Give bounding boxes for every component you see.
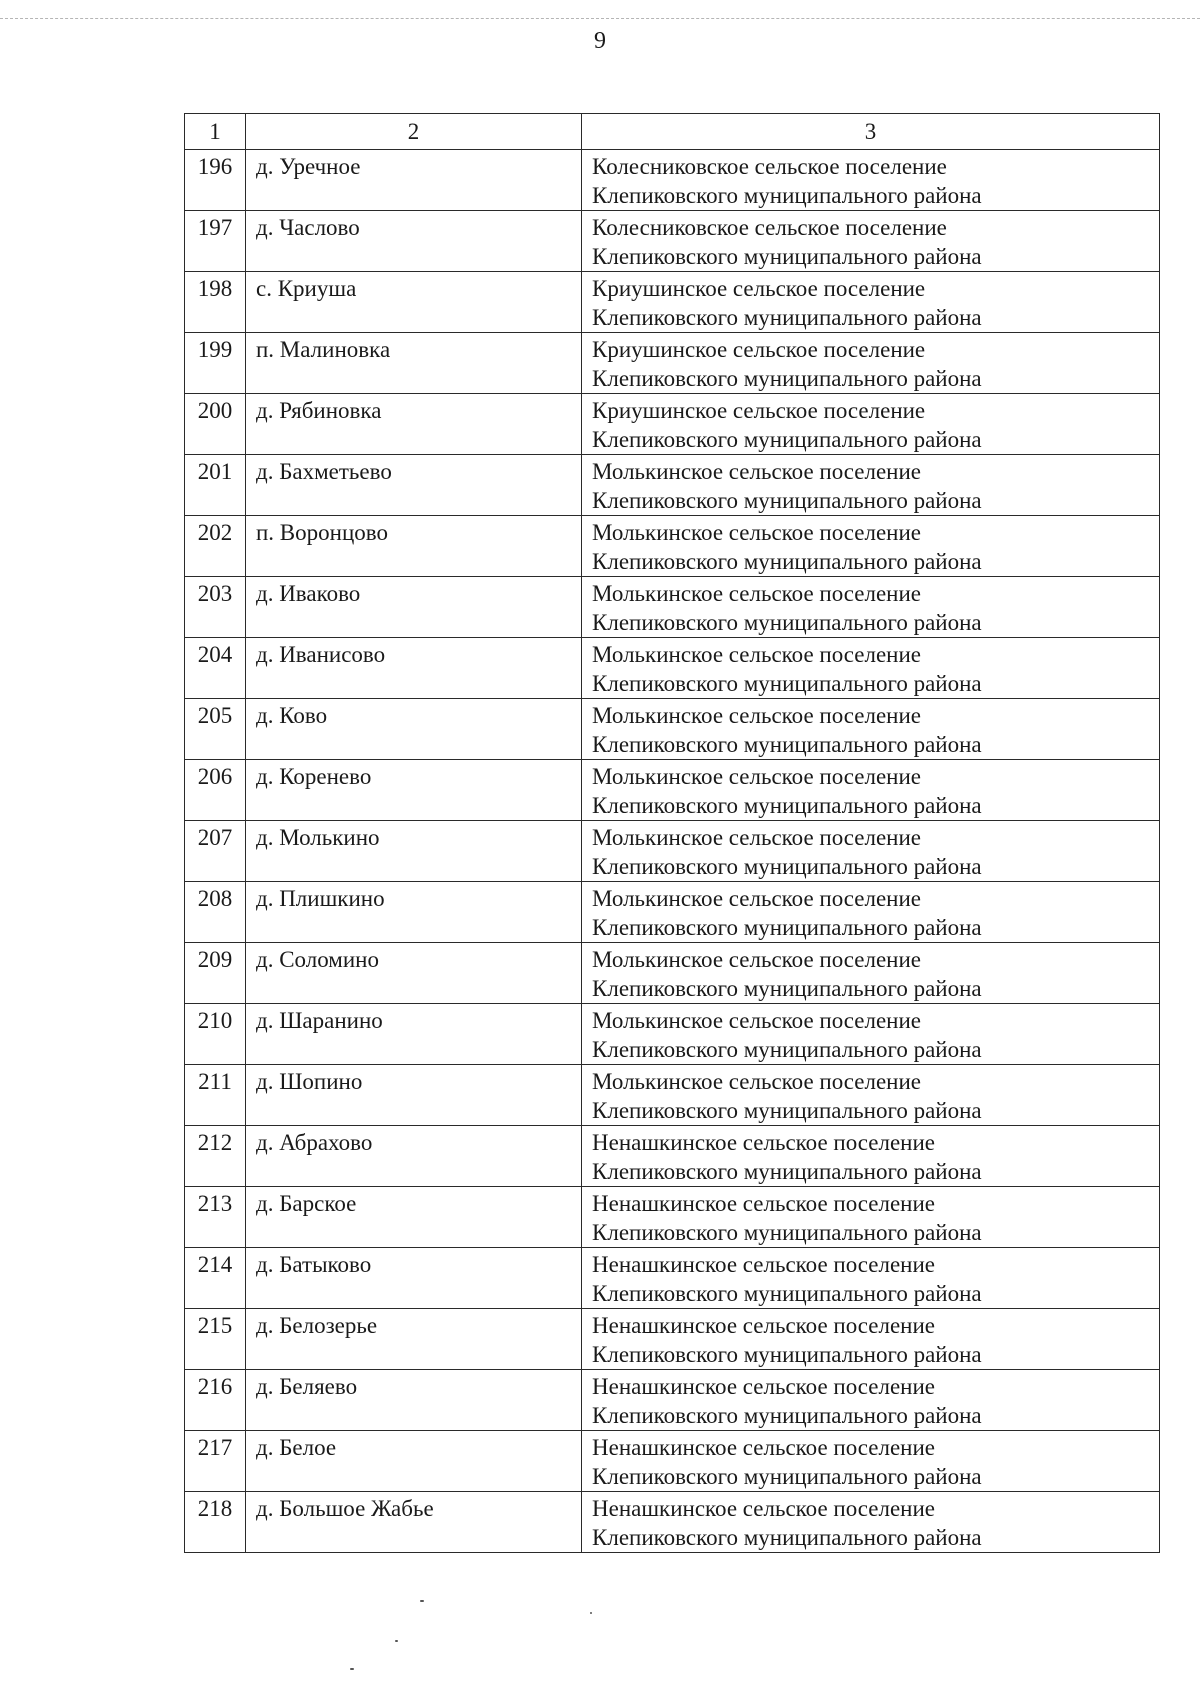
- row-number: 197: [185, 211, 246, 272]
- table-row: [185, 1248, 1160, 1309]
- table-row: [185, 1004, 1160, 1065]
- locality-name: д. Иванисово: [246, 638, 582, 699]
- settlement-cell: [582, 333, 1160, 394]
- table-row: [185, 516, 1160, 577]
- settlement-cell: [582, 211, 1160, 272]
- locality-name: д. Шопино: [246, 1065, 582, 1126]
- locality-name: д. Бахметьево: [246, 455, 582, 516]
- settlement-name: Молькинское сельское поселение: [592, 459, 921, 484]
- scan-edge-line: [0, 18, 1200, 19]
- locality-name: д. Большое Жабье: [246, 1492, 582, 1553]
- table-row: [185, 1126, 1160, 1187]
- district-name: Клепиковского муниципального района: [592, 1220, 982, 1245]
- locality-name: д. Часлово: [246, 211, 582, 272]
- table-row: [185, 333, 1160, 394]
- settlements-table: [184, 113, 1160, 1553]
- settlement-name: Молькинское сельское поселение: [592, 520, 921, 545]
- district-name: Клепиковского муниципального района: [592, 610, 982, 635]
- table-row: [185, 150, 1160, 211]
- district-name: Клепиковского муниципального района: [592, 1464, 982, 1489]
- locality-name: д. Белое: [246, 1431, 582, 1492]
- settlement-cell: [582, 1004, 1160, 1065]
- table-row: [185, 882, 1160, 943]
- district-name: Клепиковского муниципального района: [592, 1037, 982, 1062]
- table-row: [185, 1309, 1160, 1370]
- row-number: 202: [185, 516, 246, 577]
- table-row: [185, 760, 1160, 821]
- settlement-name: Криушинское сельское поселение: [592, 398, 926, 423]
- scan-speck: [350, 1668, 354, 1670]
- settlement-name: Молькинское сельское поселение: [592, 947, 921, 972]
- settlement-name: Молькинское сельское поселение: [592, 642, 921, 667]
- district-name: Клепиковского муниципального района: [592, 671, 982, 696]
- district-name: Клепиковского муниципального района: [592, 427, 982, 452]
- settlement-cell: [582, 882, 1160, 943]
- locality-name: д. Ково: [246, 699, 582, 760]
- settlement-cell: [582, 1431, 1160, 1492]
- locality-name: д. Коренево: [246, 760, 582, 821]
- table-row: [185, 1187, 1160, 1248]
- row-number: 209: [185, 943, 246, 1004]
- district-name: Клепиковского муниципального района: [592, 1525, 982, 1550]
- district-name: Клепиковского муниципального района: [592, 854, 982, 879]
- settlement-cell: [582, 577, 1160, 638]
- column-header-1: 1: [185, 114, 246, 150]
- settlement-name: Ненашкинское сельское поселение: [592, 1435, 936, 1460]
- column-header-2: 2: [246, 114, 582, 150]
- row-number: 207: [185, 821, 246, 882]
- table-row: [185, 394, 1160, 455]
- table-row: [185, 1492, 1160, 1553]
- settlement-cell: [582, 516, 1160, 577]
- locality-name: д. Иваково: [246, 577, 582, 638]
- locality-name: п. Малиновка: [246, 333, 582, 394]
- row-number: 203: [185, 577, 246, 638]
- settlement-name: Криушинское сельское поселение: [592, 337, 926, 362]
- locality-name: д. Батыково: [246, 1248, 582, 1309]
- table-header-row: [185, 114, 1160, 150]
- settlement-name: Ненашкинское сельское поселение: [592, 1496, 936, 1521]
- table-body: [185, 114, 1160, 1553]
- settlement-name: Ненашкинское сельское поселение: [592, 1191, 936, 1216]
- table-row: [185, 638, 1160, 699]
- scan-speck: [395, 1640, 398, 1642]
- locality-name: д. Уречное: [246, 150, 582, 211]
- settlement-name: Ненашкинское сельское поселение: [592, 1130, 936, 1155]
- locality-name: с. Криуша: [246, 272, 582, 333]
- locality-name: п. Воронцово: [246, 516, 582, 577]
- settlement-cell: [582, 1492, 1160, 1553]
- district-name: Клепиковского муниципального района: [592, 1403, 982, 1428]
- district-name: Клепиковского муниципального района: [592, 1098, 982, 1123]
- settlement-cell: [582, 638, 1160, 699]
- district-name: Клепиковского муниципального района: [592, 305, 982, 330]
- table-row: [185, 577, 1160, 638]
- page-number: 9: [594, 28, 606, 54]
- settlement-name: Молькинское сельское поселение: [592, 703, 921, 728]
- settlement-name: Молькинское сельское поселение: [592, 886, 921, 911]
- district-name: Клепиковского муниципального района: [592, 1281, 982, 1306]
- table-row: [185, 699, 1160, 760]
- locality-name: д. Белозерье: [246, 1309, 582, 1370]
- settlement-name: Молькинское сельское поселение: [592, 825, 921, 850]
- settlement-cell: [582, 699, 1160, 760]
- settlement-name: Ненашкинское сельское поселение: [592, 1374, 936, 1399]
- settlement-cell: [582, 821, 1160, 882]
- row-number: 200: [185, 394, 246, 455]
- settlement-name: Криушинское сельское поселение: [592, 276, 926, 301]
- row-number: 196: [185, 150, 246, 211]
- locality-name: д. Соломино: [246, 943, 582, 1004]
- settlement-cell: [582, 943, 1160, 1004]
- district-name: Клепиковского муниципального района: [592, 549, 982, 574]
- row-number: 213: [185, 1187, 246, 1248]
- table-row: [185, 272, 1160, 333]
- row-number: 215: [185, 1309, 246, 1370]
- row-number: 198: [185, 272, 246, 333]
- settlement-name: Молькинское сельское поселение: [592, 1008, 921, 1033]
- table-row: [185, 1370, 1160, 1431]
- locality-name: д. Молькино: [246, 821, 582, 882]
- district-name: Клепиковского муниципального района: [592, 915, 982, 940]
- settlement-name: Ненашкинское сельское поселение: [592, 1252, 936, 1277]
- row-number: 210: [185, 1004, 246, 1065]
- row-number: 206: [185, 760, 246, 821]
- district-name: Клепиковского муниципального района: [592, 183, 982, 208]
- settlement-cell: [582, 1065, 1160, 1126]
- row-number: 208: [185, 882, 246, 943]
- row-number: 199: [185, 333, 246, 394]
- settlement-cell: [582, 272, 1160, 333]
- settlement-cell: [582, 1370, 1160, 1431]
- locality-name: д. Абрахово: [246, 1126, 582, 1187]
- settlement-name: Колесниковское сельское поселение: [592, 215, 947, 240]
- table-row: [185, 1431, 1160, 1492]
- settlement-cell: [582, 1248, 1160, 1309]
- settlement-cell: [582, 150, 1160, 211]
- row-number: 204: [185, 638, 246, 699]
- row-number: 205: [185, 699, 246, 760]
- locality-name: д. Плишкино: [246, 882, 582, 943]
- district-name: Клепиковского муниципального района: [592, 793, 982, 818]
- row-number: 212: [185, 1126, 246, 1187]
- settlement-cell: [582, 455, 1160, 516]
- table-row: [185, 211, 1160, 272]
- district-name: Клепиковского муниципального района: [592, 244, 982, 269]
- settlement-name: Молькинское сельское поселение: [592, 581, 921, 606]
- settlement-cell: [582, 1309, 1160, 1370]
- locality-name: д. Шаранино: [246, 1004, 582, 1065]
- settlement-name: Молькинское сельское поселение: [592, 764, 921, 789]
- district-name: Клепиковского муниципального района: [592, 732, 982, 757]
- row-number: 217: [185, 1431, 246, 1492]
- settlement-name: Молькинское сельское поселение: [592, 1069, 921, 1094]
- district-name: Клепиковского муниципального района: [592, 1159, 982, 1184]
- locality-name: д. Беляево: [246, 1370, 582, 1431]
- row-number: 216: [185, 1370, 246, 1431]
- district-name: Клепиковского муниципального района: [592, 488, 982, 513]
- scan-speck: [590, 1612, 592, 1614]
- settlement-cell: [582, 760, 1160, 821]
- table-row: [185, 455, 1160, 516]
- settlement-cell: [582, 1126, 1160, 1187]
- table-row: [185, 1065, 1160, 1126]
- district-name: Клепиковского муниципального района: [592, 366, 982, 391]
- locality-name: д. Рябиновка: [246, 394, 582, 455]
- settlement-name: Колесниковское сельское поселение: [592, 154, 947, 179]
- scan-speck: [420, 1600, 424, 1602]
- district-name: Клепиковского муниципального района: [592, 1342, 982, 1367]
- row-number: 214: [185, 1248, 246, 1309]
- row-number: 218: [185, 1492, 246, 1553]
- settlement-name: Ненашкинское сельское поселение: [592, 1313, 936, 1338]
- district-name: Клепиковского муниципального района: [592, 976, 982, 1001]
- settlement-cell: [582, 394, 1160, 455]
- locality-name: д. Барское: [246, 1187, 582, 1248]
- row-number: 211: [185, 1065, 246, 1126]
- column-header-3: 3: [582, 114, 1160, 150]
- table-row: [185, 943, 1160, 1004]
- settlement-cell: [582, 1187, 1160, 1248]
- table-row: [185, 821, 1160, 882]
- row-number: 201: [185, 455, 246, 516]
